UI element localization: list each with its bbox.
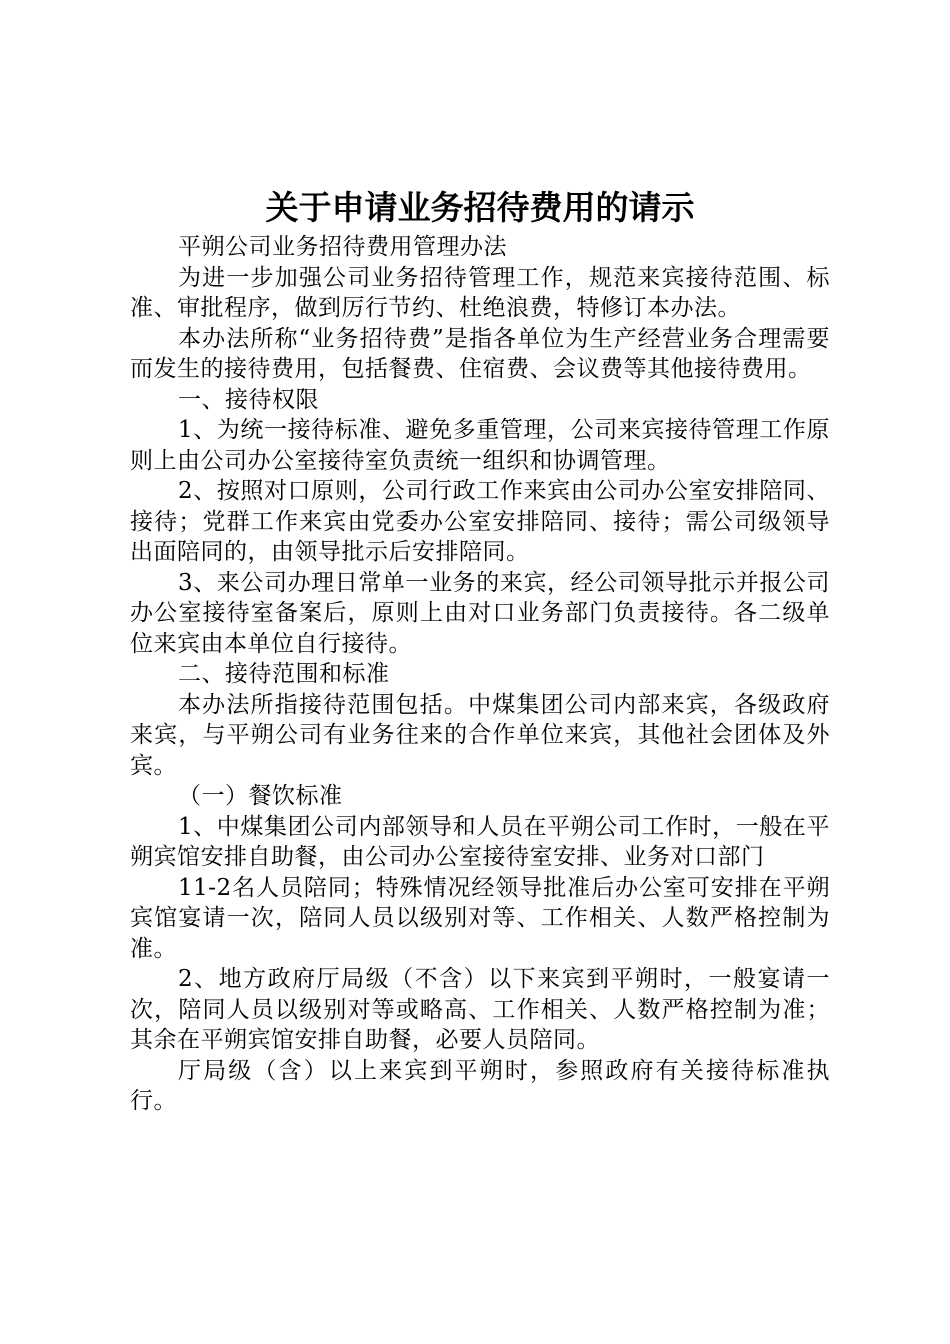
paragraph-authority-1: 1、为统一接待标准、避免多重管理，公司来宾接待管理工作原则上由公司办公室接待室负责统一组织和协调管理。 xyxy=(130,417,830,474)
document-page xyxy=(130,188,830,1117)
paragraph-subtitle: 平朔公司业务招待费用管理办法 xyxy=(178,234,507,260)
paragraph-dining-1-cont: 11-2名人员陪同；特殊情况经领导批准后办公室可安排在平朔宾馆宴请一次，陪同人员以级别对等、工作相关、人数严格控制为准。 xyxy=(130,874,830,962)
paragraph-definition: 本办法所称“业务招待费”是指各单位为生产经营业务合理需要而发生的接待费用，包括餐费、住宿费、会议费等其他接待费用。 xyxy=(130,325,830,382)
section-heading-authority: 一、接待权限 xyxy=(178,386,319,413)
subsection-heading-dining: （一）餐饮标准 xyxy=(178,783,343,809)
paragraph-authority-3: 3、来公司办理日常单一业务的来宾，经公司领导批示并报公司办公室接待室备案后，原则上由对口业务部门负责接待。各二级单位来宾由本单位自行接待。 xyxy=(130,569,830,657)
document-title: 关于申请业务招待费用的请示 xyxy=(265,188,695,227)
paragraph-dining-1: 1、中煤集团公司内部领导和人员在平朔公司工作时，一般在平朔宾馆安排自助餐，由公司办公室接待室安排、业务对口部门 xyxy=(130,813,830,870)
paragraph-purpose: 为进一步加强公司业务招待管理工作，规范来宾接待范围、标准、审批程序，做到厉行节约、杜绝浪费，特修订本办法。 xyxy=(130,264,830,321)
section-heading-scope: 二、接待范围和标准 xyxy=(178,661,390,687)
paragraph-scope: 本办法所指接待范围包括。中煤集团公司内部来宾，各级政府来宾，与平朔公司有业务往来的合作单位来宾，其他社会团体及外宾。 xyxy=(130,691,830,779)
paragraph-authority-2: 2、按照对口原则，公司行政工作来宾由公司办公室安排陪同、接待；党群工作来宾由党委办公室安排陪同、接待；需公司级领导出面陪同的，由领导批示后安排陪同。 xyxy=(130,478,830,565)
paragraph-dining-3: 厅局级（含）以上来宾到平朔时，参照政府有关接待标准执行。 xyxy=(130,1057,830,1114)
paragraph-dining-2: 2、地方政府厅局级（不含）以下来宾到平朔时，一般宴请一次，陪同人员以级别对等或略高、工作相关、人数严格控制为准；其余在平朔宾馆安排自助餐，必要人员陪同。 xyxy=(130,966,830,1053)
